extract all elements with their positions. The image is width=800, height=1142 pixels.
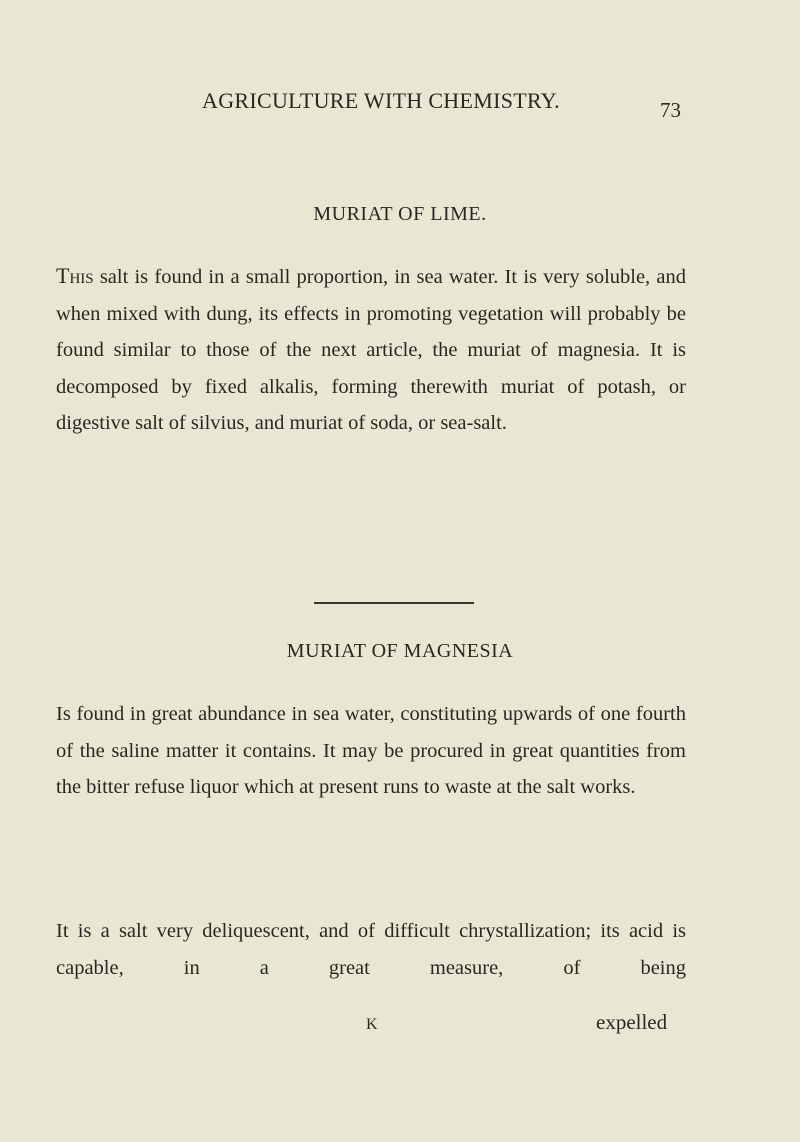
page-header: [0, 88, 800, 122]
paragraph-text: Is found in great abundance in sea water, constituting upwards of one fourth of the saline matter it contains. It may be procured in great quantities from the bitter refuse liquor which at present runs to waste at the salt works.: [56, 703, 686, 798]
running-title: AGRICULTURE WITH CHEMISTRY.: [202, 88, 560, 113]
section-title-muriat-of-magnesia: MURIAT OF MAGNESIA: [286, 640, 514, 662]
page-footer: [0, 1010, 800, 1046]
paragraph-muriat-of-lime: [56, 258, 686, 442]
paragraph-magnesia-2: [56, 913, 686, 986]
paragraph-magnesia-1: [56, 696, 686, 806]
signature-mark: K: [366, 1016, 378, 1033]
page-number: 73: [660, 98, 681, 122]
paragraph-lead-word: This: [56, 263, 94, 288]
paragraph-text: It is a salt very deliquescent, and of difficult chrystallization; its acid is capable, in a great measure, of being: [56, 920, 686, 979]
section-divider: [314, 602, 474, 604]
catchword: expelled: [596, 1010, 668, 1034]
paragraph-text: salt is found in a small proportion, in sea water. It is very soluble, and when mixed with dung, its effects in promoting vegetation will probably be found similar to those of the next article, the muriat of magnesia. It is decomposed by fixed alkalis, forming therewith muriat of potash, or digestive salt of silvius, and muriat of soda, or sea-salt.: [56, 266, 686, 434]
section-title-muriat-of-lime: MURIAT OF LIME.: [313, 203, 487, 225]
